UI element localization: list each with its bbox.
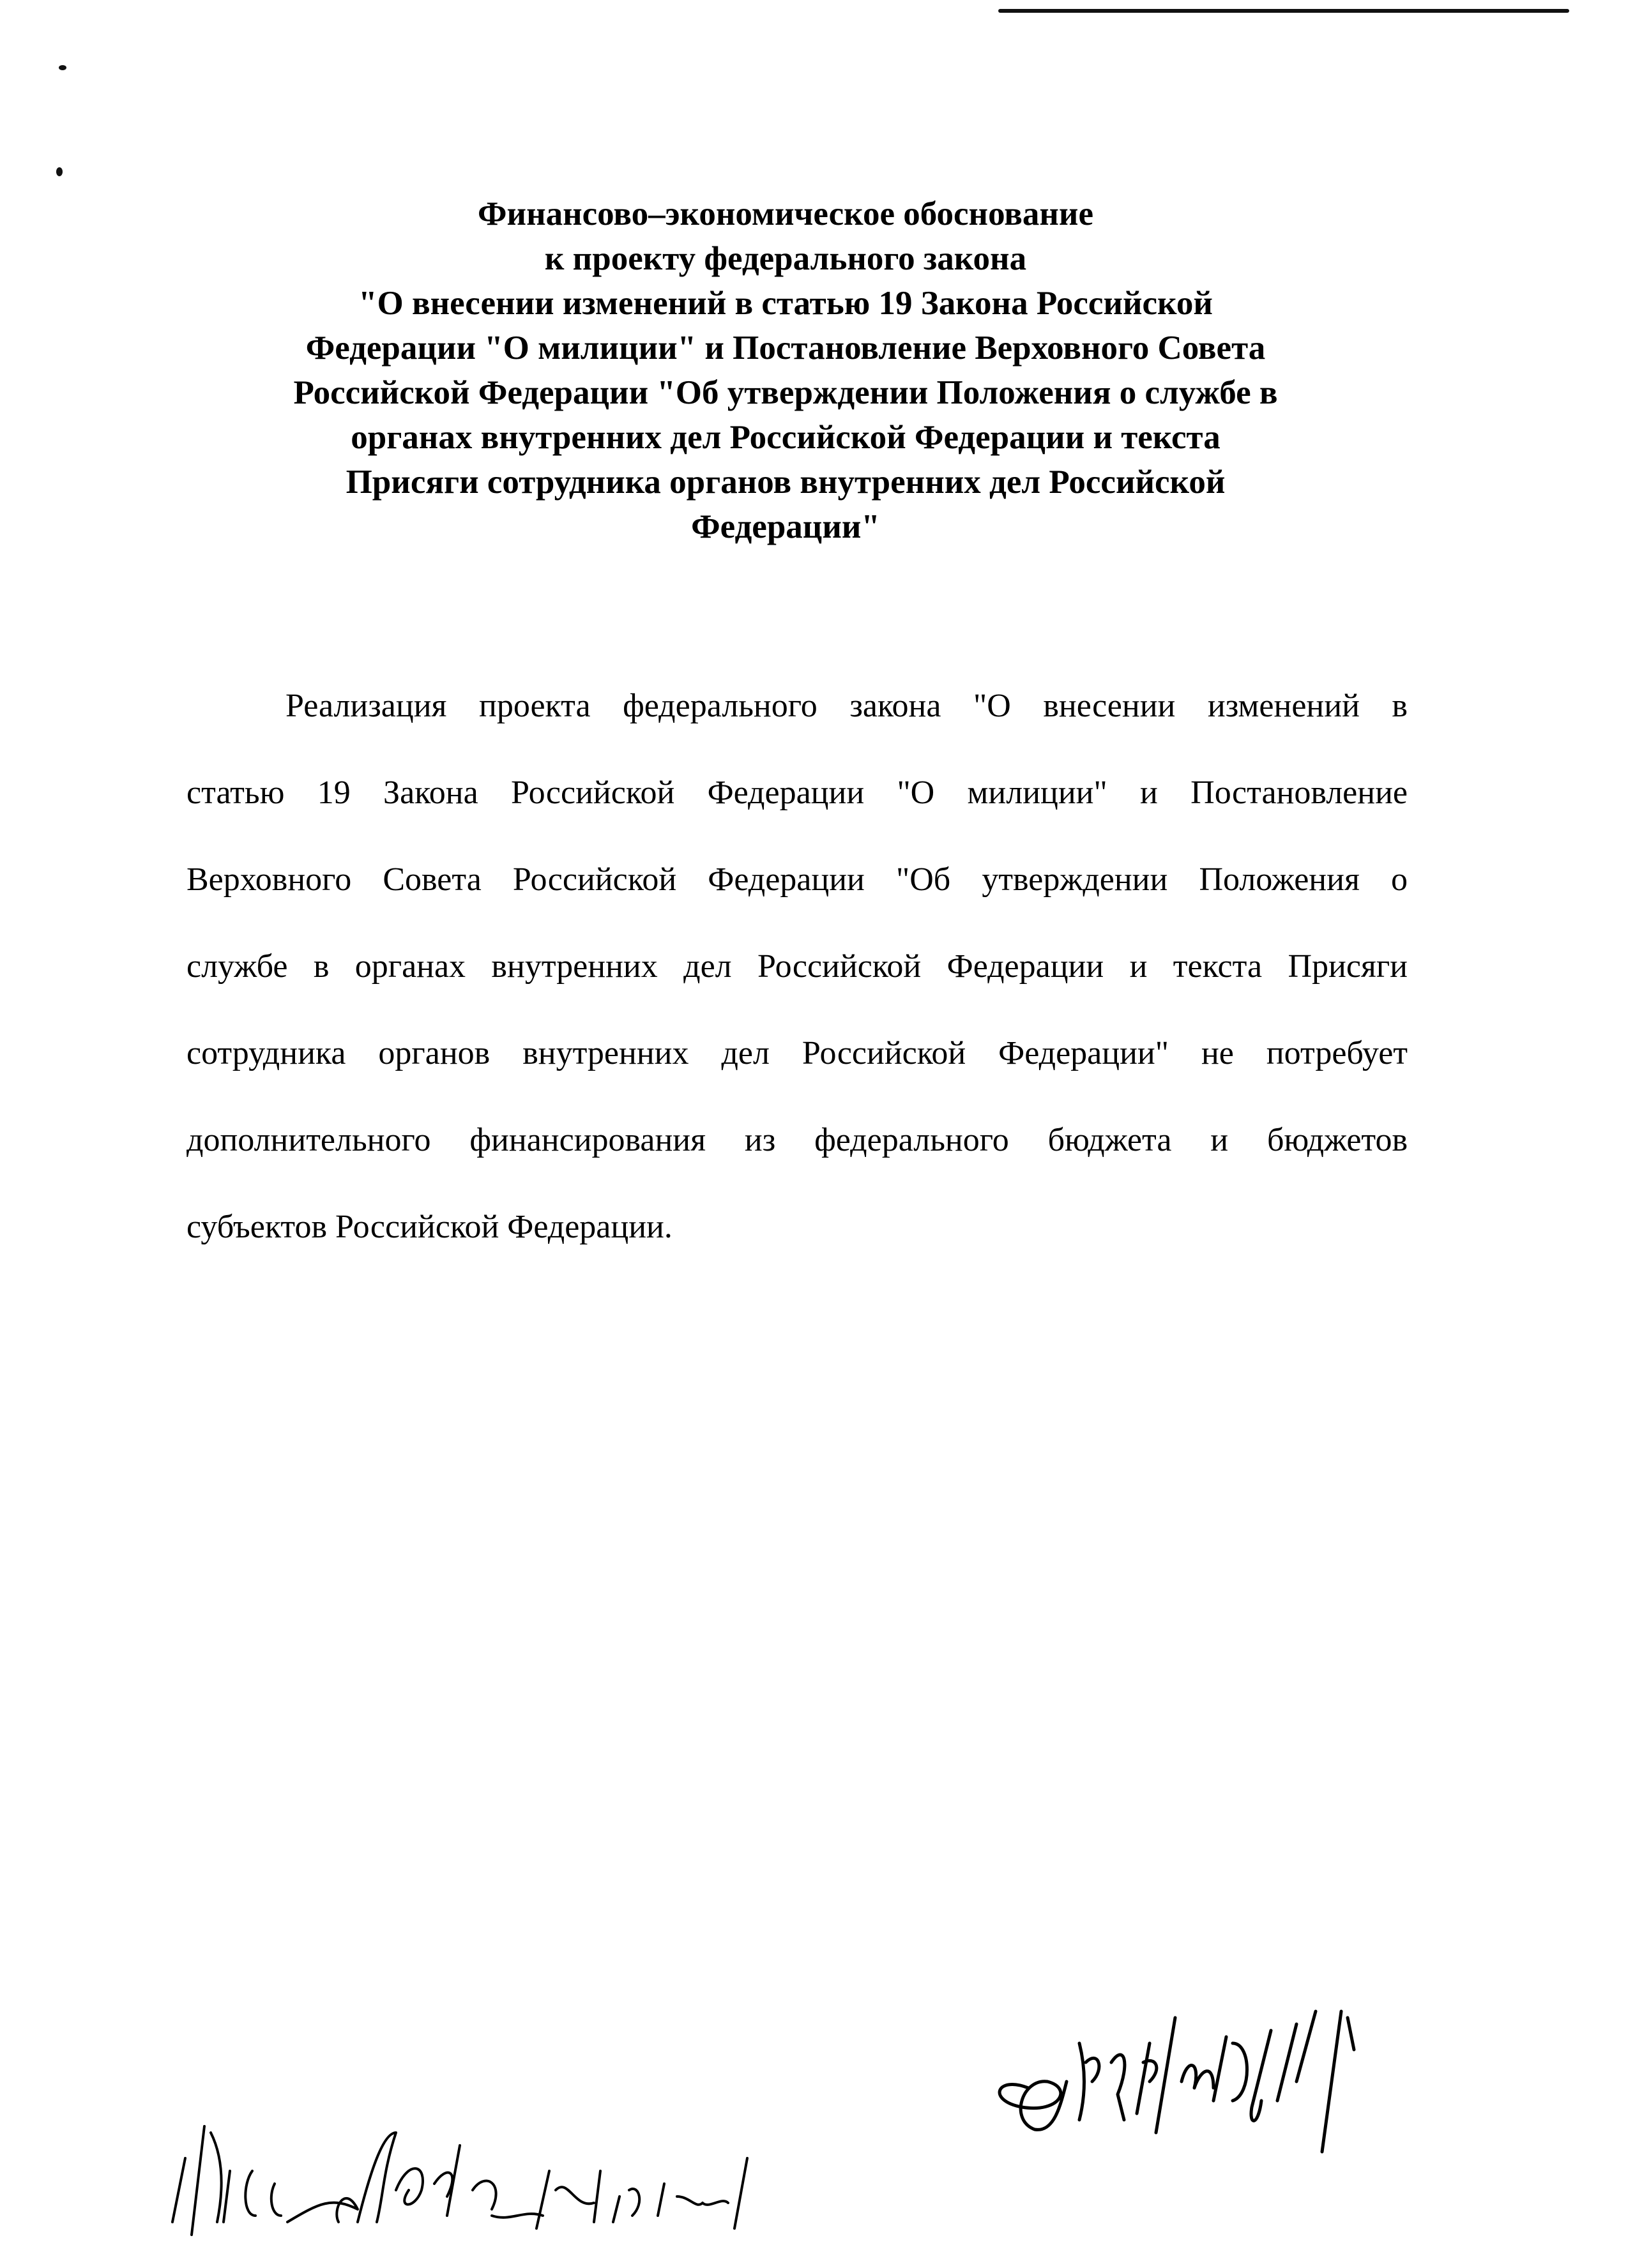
body-line: субъектов Российской Федерации. [186, 1209, 673, 1245]
body-line: службе в органах внутренних дел Российской Федерации и текста Присяги [186, 948, 1408, 985]
body-line: статью 19 Закона Российской Федерации "О милиции" и Постановление [186, 775, 1408, 811]
title-line: органах внутренних дел Российской Федерации и текста [351, 419, 1221, 456]
signature-left [172, 2126, 747, 2235]
body-line: дополнительного финансирования из федерального бюджета и бюджетов [186, 1122, 1408, 1158]
title-line: Финансово–экономическое обоснование [478, 195, 1093, 232]
title-line: к проекту федерального закона [544, 240, 1027, 277]
signature-right [1000, 2011, 1354, 2152]
title-line: Федерации "О милиции" и Постановление Верховного Совета [305, 329, 1266, 367]
title-line: Присяги сотрудника органов внутренних дел Российской [346, 464, 1226, 501]
body-line: сотрудника органов внутренних дел Российской Федерации" не потребует [186, 1035, 1408, 1071]
title-line: Федерации" [691, 508, 880, 545]
body-line: Реализация проекта федерального закона "О внесении изменений в [285, 688, 1408, 724]
title-line: Российской Федерации "Об утверждении Положения о службе в [293, 374, 1278, 411]
title-line: "О внесении изменений в статью 19 Закона Российской [358, 285, 1213, 322]
body-line: Верховного Совета Российской Федерации "Об утверждении Положения о [186, 861, 1408, 898]
